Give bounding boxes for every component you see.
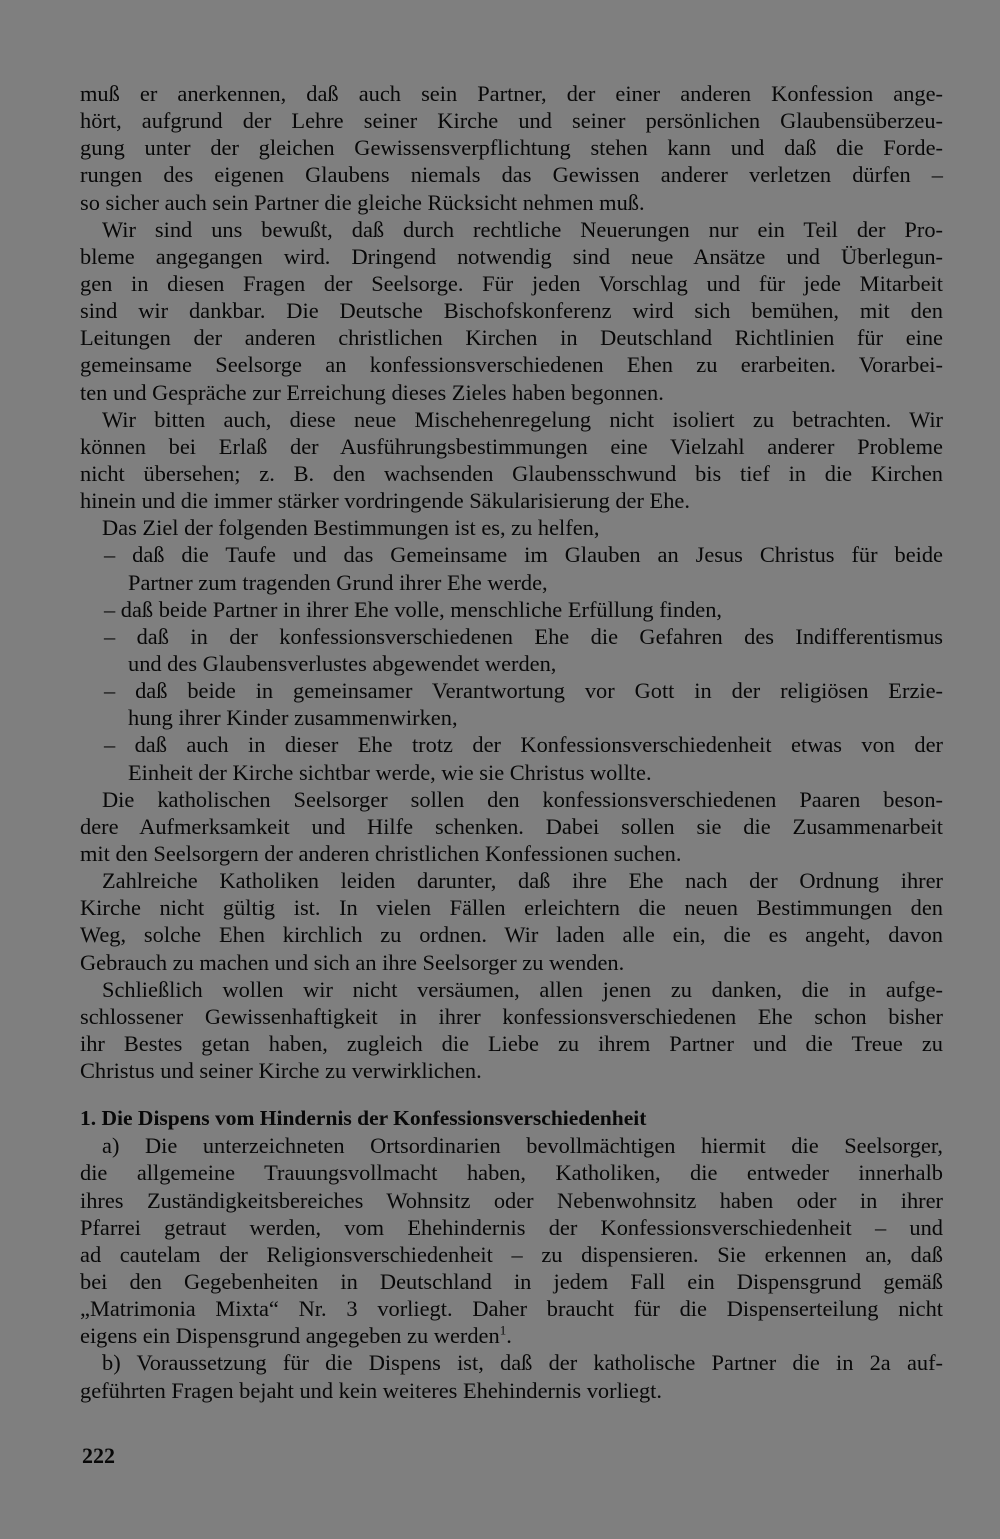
text-line: rungen des eigenen Glaubens niemals das Gewissen anderer verletzen dürfen – — [80, 162, 943, 188]
text-line: mit den Seelsorgern der anderen christlichen Konfessionen suchen. — [80, 840, 682, 866]
text-line: ad cautelam der Religionsverschiedenheit – zu dispensieren. Sie erkennen an, daß — [80, 1241, 943, 1267]
text-line: Gebrauch zu machen und sich an ihre Seelsorger zu wenden. — [80, 949, 625, 975]
text-line: gung unter der gleichen Gewissensverpflichtung stehen kann und daß die Forde- — [80, 135, 943, 161]
text-line: Zahlreiche Katholiken leiden darunter, daß ihre Ehe nach der Ordnung ihrer — [102, 868, 943, 894]
text-line: b) Voraussetzung für die Dispens ist, daß der katholische Partner die in 2a auf- — [102, 1350, 943, 1376]
text-line-with-footnote — [80, 1322, 943, 1349]
text-line: Kirche nicht gültig ist. In vielen Fällen erleichtern die neuen Bestimmungen den — [80, 895, 943, 921]
text-line: Wir bitten auch, diese neue Mischehenregelung nicht isoliert zu betrachten. Wir — [102, 406, 943, 432]
text-line: so sicher auch sein Partner die gleiche Rücksicht nehmen muß. — [80, 189, 645, 215]
list-item: – daß auch in dieser Ehe trotz der Konfessionsverschiedenheit etwas von der — [104, 732, 943, 758]
text-line: schlossener Gewissenhaftigkeit in ihrer konfessionsverschiedenen Ehe schon bisher — [80, 1003, 943, 1029]
text-line: Weg, solche Ehen kirchlich zu ordnen. Wir laden alle ein, die es angeht, davon — [80, 922, 943, 948]
text-line: dere Aufmerksamkeit und Hilfe schenken. Dabei sollen sie die Zusammenarbeit — [80, 813, 943, 839]
page-number: 222 — [82, 1443, 115, 1468]
text-line: Leitungen der anderen christlichen Kirchen in Deutschland Richtlinien für eine — [80, 325, 943, 351]
text-line: muß er anerkennen, daß auch sein Partner, der einer anderen Konfession ange- — [80, 81, 943, 106]
text-line: Die katholischen Seelsorger sollen den konfessionsverschiedenen Paaren beson- — [102, 786, 943, 812]
text-fragment: eigens ein Dispensgrund angegeben zu werden — [80, 1323, 500, 1349]
text-line: a) Die unterzeichneten Ortsordinarien bevollmächtigen hiermit die Seelsorger, — [102, 1133, 943, 1159]
text-line: gemeinsame Seelsorge an konfessionsverschiedenen Ehen zu erarbeiten. Vorarbei- — [80, 352, 943, 378]
text-line: ihres Zuständigkeitsbereiches Wohnsitz oder Nebenwohnsitz haben oder in ihrer — [80, 1187, 943, 1213]
text-column — [80, 80, 943, 1404]
list-item-continuation: Partner zum tragenden Grund ihrer Ehe werde, — [128, 569, 548, 595]
text-fragment: . — [506, 1323, 512, 1349]
text-line: Schließlich wollen wir nicht versäumen, allen jenen zu danken, die in aufge- — [102, 976, 943, 1002]
text-line: bei den Gegebenheiten in Deutschland in jedem Fall ein Dispensgrund gemäß — [80, 1269, 943, 1295]
list-item-continuation: und des Glaubensverlustes abgewendet werden, — [128, 650, 557, 676]
text-line: Das Ziel der folgenden Bestimmungen ist es, zu helfen, — [102, 515, 600, 541]
list-item-continuation: hung ihrer Kinder zusammenwirken, — [128, 705, 458, 731]
section-spacer — [80, 1084, 943, 1105]
text-line: hinein und die immer stärker vordringende Säkularisierung der Ehe. — [80, 488, 690, 514]
text-line: nicht übersehen; z. B. den wachsenden Glaubensschwund bis tief in die Kirchen — [80, 460, 943, 486]
text-line: geführten Fragen bejaht und kein weiteres Ehehindernis vorliegt. — [80, 1377, 662, 1403]
text-line: ten und Gespräche zur Erreichung dieses Zieles haben begonnen. — [80, 379, 664, 405]
text-line: Wir sind uns bewußt, daß durch rechtliche Neuerungen nur ein Teil der Pro- — [102, 216, 943, 242]
list-item: – daß die Taufe und das Gemeinsame im Glauben an Jesus Christus für beide — [104, 542, 943, 568]
list-item-continuation: Einheit der Kirche sichtbar werde, wie sie Christus wollte. — [128, 759, 652, 785]
text-line: Pfarrei getraut werden, vom Ehehindernis der Konfessionsverschiedenheit – und — [80, 1214, 943, 1240]
section-heading: 1. Die Dispens vom Hindernis der Konfessionsverschiedenheit — [80, 1106, 647, 1131]
list-item: – daß beide in gemeinsamer Verantwortung vor Gott in der religiösen Erzie- — [104, 678, 943, 704]
text-line: hört, aufgrund der Lehre seiner Kirche und seiner persönlichen Glaubensüberzeu- — [80, 108, 943, 134]
list-item: – daß beide Partner in ihrer Ehe volle, menschliche Erfüllung finden, — [104, 596, 723, 622]
text-line: „Matrimonia Mixta“ Nr. 3 vorliegt. Daher braucht für die Dispenserteilung nicht — [80, 1296, 943, 1322]
text-line: gen in diesen Fragen der Seelsorge. Für jeden Vorschlag und für jede Mitarbeit — [80, 270, 943, 296]
text-line: die allgemeine Trauungsvollmacht haben, Katholiken, die entweder innerhalb — [80, 1160, 943, 1186]
text-line: sind wir dankbar. Die Deutsche Bischofskonferenz wird sich bemühen, mit den — [80, 298, 943, 324]
footnote-marker[interactable]: 1 — [499, 1322, 507, 1338]
list-item: – daß in der konfessionsverschiedenen Ehe die Gefahren des Indifferentismus — [104, 623, 943, 649]
text-line: Christus und seiner Kirche zu verwirklichen. — [80, 1058, 482, 1084]
text-line: können bei Erlaß der Ausführungsbestimmungen eine Vielzahl anderer Probleme — [80, 433, 943, 459]
text-line: bleme angegangen wird. Dringend notwendig sind neue Ansätze und Überlegun- — [80, 243, 943, 269]
text-line: ihr Bestes getan haben, zugleich die Liebe zu ihrem Partner und die Treue zu — [80, 1030, 943, 1056]
